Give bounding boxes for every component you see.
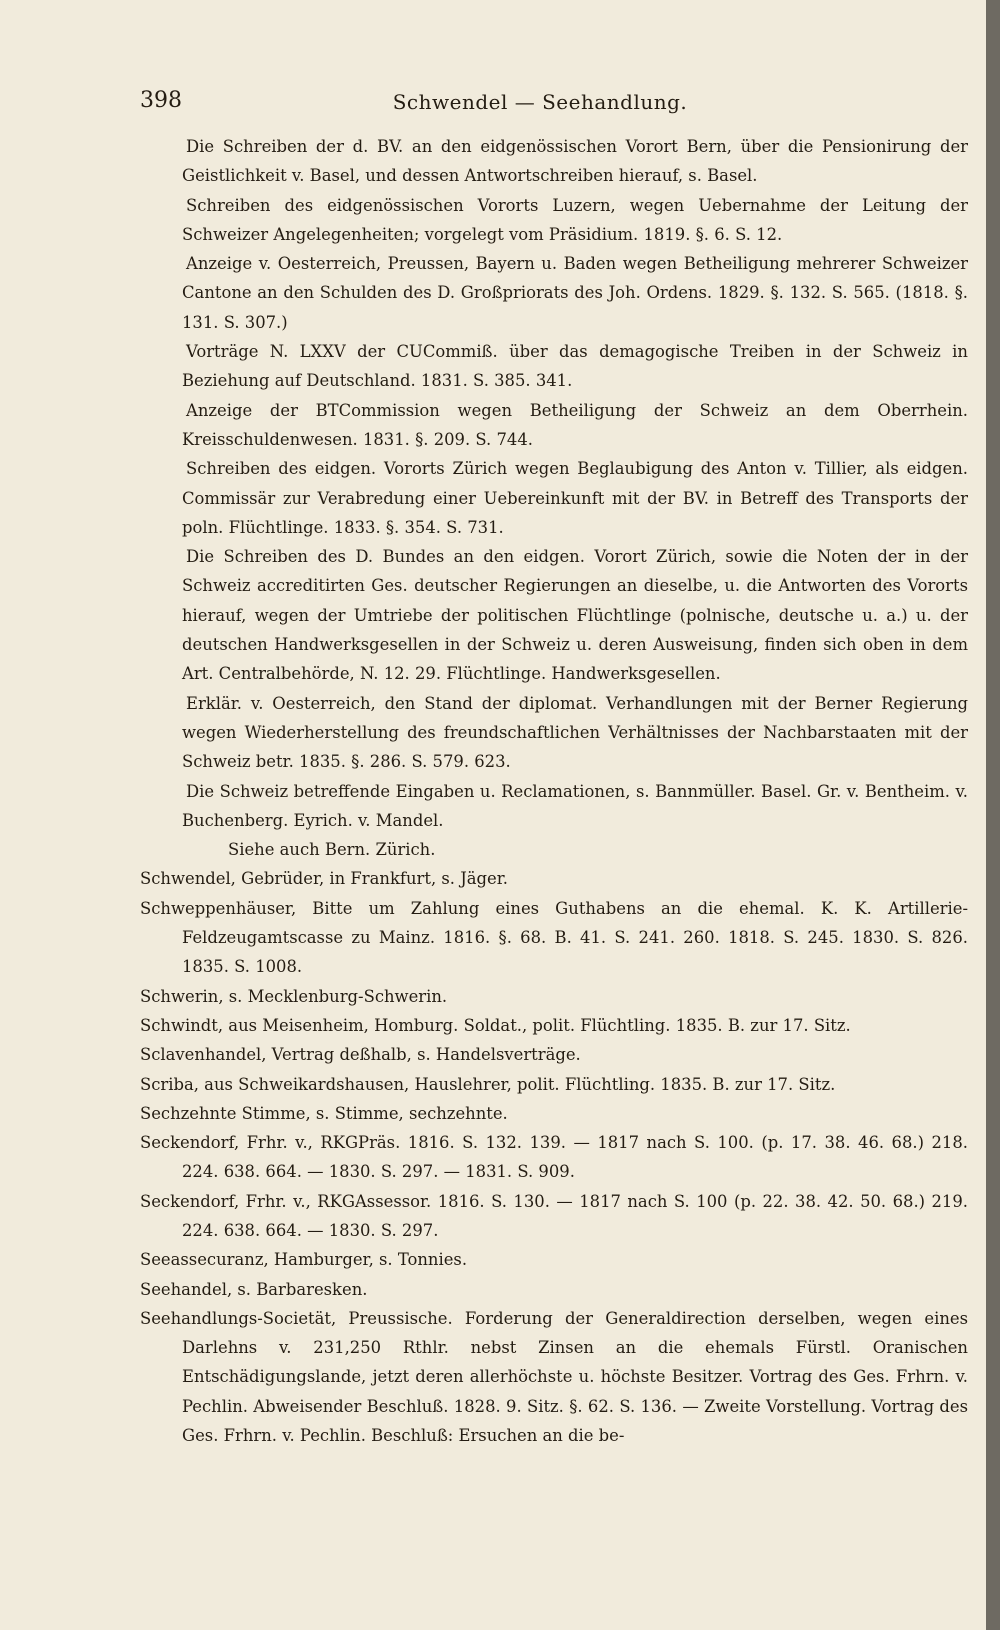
- index-subentry: Anzeige der BTCommission wegen Betheiligung der Schweiz an dem Oberrhein. Kreisschuldenwesen. 1831. §. 209. S. 744.: [182, 400, 968, 449]
- index-subentry: Die Schweiz betreffende Eingaben u. Reclamationen, s. Bannmüller. Basel. Gr. v. Bentheim. v. Buchenberg. Eyrich. v. Mandel.: [182, 781, 968, 830]
- index-entry: Schwerin, s. Mecklenburg-Schwerin.: [140, 986, 448, 1006]
- see-also-entry: Siehe auch Bern. Zürich.: [228, 840, 436, 860]
- index-entry: Seehandel, s. Barbaresken.: [140, 1279, 368, 1299]
- index-entry: Seckendorf, Frhr. v., RKGAssessor. 1816. S. 130. — 1817 nach S. 100 (p. 22. 38. 42. 50. 68.) 219. 224. 638. 664. — 1830. S. 297.: [140, 1191, 968, 1240]
- index-entry: Scriba, aus Schweikardshausen, Hauslehrer, polit. Flüchtling. 1835. B. zur 17. Sitz.: [140, 1074, 836, 1094]
- index-subentry: Die Schreiben des D. Bundes an den eidgen. Vorort Zürich, sowie die Noten der in der Schweiz accreditirten Ges. deutscher Regierungen an dieselbe, u. die Antworten des Vororts hierauf, wegen der Umtriebe der politischen Flüchtlinge (polnische, deutsche u. a.) u. der deutschen Handwerksgesellen in der Schweiz u. deren Ausweisung, finden sich oben in dem Art. Centralbehörde, N. 12. 29. Flüchtlinge. Handwerksgesellen.: [182, 547, 968, 684]
- page-gutter-shadow: [986, 0, 1000, 1630]
- index-entry: Schwindt, aus Meisenheim, Homburg. Soldat., polit. Flüchtling. 1835. B. zur 17. Sitz.: [140, 1015, 851, 1035]
- index-subentry: Anzeige v. Oesterreich, Preussen, Bayern u. Baden wegen Betheiligung mehrerer Schweizer Cantone an den Schulden des D. Großpriorats des Joh. Ordens. 1829. §. 132. S. 565. (1818. §. 131. S. 307.): [182, 254, 968, 332]
- page-header: [140, 88, 940, 122]
- index-subentry: Die Schreiben der d. BV. an den eidgenössischen Vorort Bern, über die Pensionirung der Geistlichkeit v. Basel, und dessen Antwortschreiben hierauf, s. Basel.: [182, 137, 968, 186]
- index-entry: Schwendel, Gebrüder, in Frankfurt, s. Jäger.: [140, 869, 508, 889]
- index-subentry: Schreiben des eidgen. Vororts Zürich wegen Beglaubigung des Anton v. Tillier, als eidgen. Commissär zur Verabredung einer Uebereinkunft mit der BV. in Betreff des Transports der poln. Flüchtlinge. 1833. §. 354. S. 731.: [182, 459, 968, 537]
- index-subentry: Schreiben des eidgenössischen Vororts Luzern, wegen Uebernahme der Leitung der Schweizer Angelegenheiten; vorgelegt vom Präsidium. 1819. §. 6. S. 12.: [182, 195, 968, 244]
- index-subentry: Erklär. v. Oesterreich, den Stand der diplomat. Verhandlungen mit der Berner Regierung wegen Wiederherstellung des freundschaftlichen Verhältnisses der Nachbarstaaten mit der Schweiz betr. 1835. §. 286. S. 579. 623.: [182, 693, 968, 772]
- index-entry: Schweppenhäuser, Bitte um Zahlung eines Guthabens an die ehemal. K. K. Artillerie-Feldzeugamtscasse zu Mainz. 1816. §. 68. B. 41. S. 241. 260. 1818. S. 245. 1830. S. 826. 1835. S. 1008.: [140, 898, 968, 977]
- index-entry: Sclavenhandel, Vertrag deßhalb, s. Handelsverträge.: [140, 1045, 581, 1065]
- running-head: Schwendel — Seehandlung.: [392, 90, 688, 114]
- index-entry: Seeassecuranz, Hamburger, s. Tonnies.: [140, 1250, 468, 1270]
- index-entry: Sechzehnte Stimme, s. Stimme, sechzehnte.: [140, 1103, 508, 1123]
- index-entry: Seehandlungs-Societät, Preussische. Forderung der Generaldirection derselben, wegen eines Darlehns v. 231,250 Rthlr. nebst Zinsen an die ehemals Fürstl. Oranischen Entschädigungslande, jetzt deren allerhöchste u. höchste Besitzer. Vortrag des Ges. Frhrn. v. Pechlin. Abweisender Beschluß. 1828. 9. Sitz. §. 62. S. 136. — Zweite Vorstellung. Vortrag des Ges. Frhrn. v. Pechlin. Beschluß: Ersuchen an die be-: [140, 1308, 968, 1446]
- index-entry: Seckendorf, Frhr. v., RKGPräs. 1816. S. 132. 139. — 1817 nach S. 100. (p. 17. 38. 46. 68.) 218. 224. 638. 664. — 1830. S. 297. — 1831. S. 909.: [140, 1133, 968, 1182]
- index-subentry: Vorträge N. LXXV der CUCommiß. über das demagogische Treiben in der Schweiz in Beziehung auf Deutschland. 1831. S. 385. 341.: [182, 342, 968, 391]
- index-body: [140, 132, 968, 1450]
- page-number: 398: [140, 88, 182, 113]
